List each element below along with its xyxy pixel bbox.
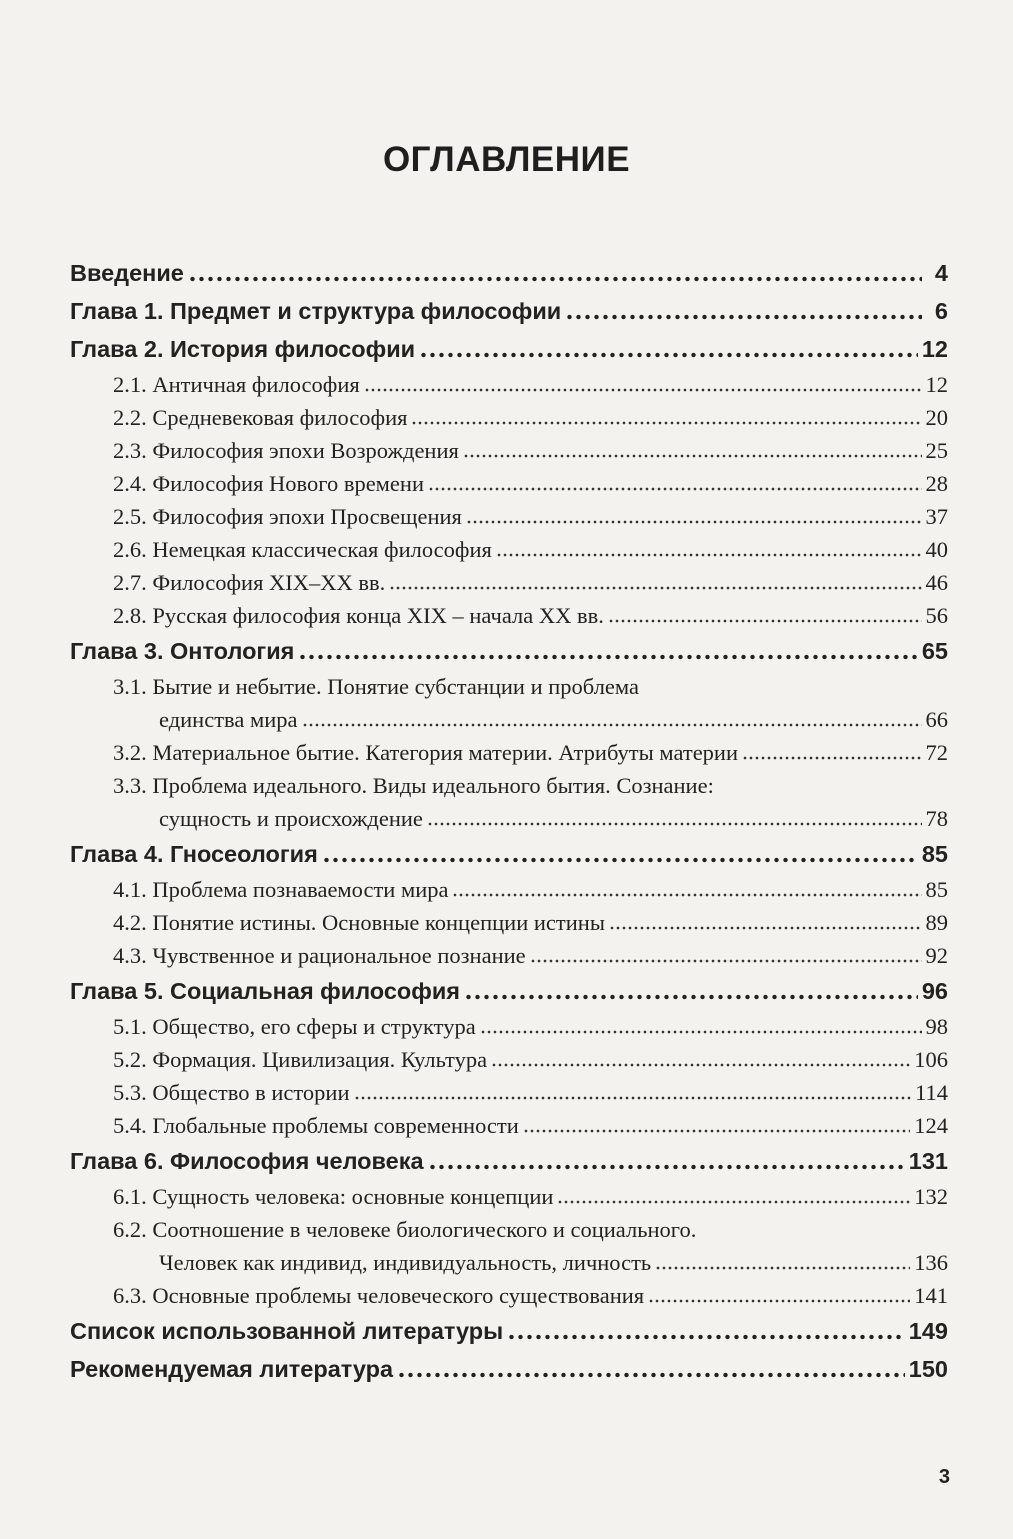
dot-leader xyxy=(397,1372,905,1378)
toc-chapter[interactable] xyxy=(70,292,948,330)
toc-entry-page: 89 xyxy=(925,910,948,935)
toc-entry-page: 136 xyxy=(914,1250,948,1275)
toc-entry-page: 85 xyxy=(921,841,948,867)
toc-entry-label: Глава 2. История философии xyxy=(70,336,416,362)
toc-entry-page: 85 xyxy=(925,877,948,902)
toc-entry-label: 4.3. Чувственное и рациональное познание xyxy=(113,943,526,968)
toc-entry-label: 4.2. Понятие истины. Основные концепции истины xyxy=(113,910,605,935)
toc-entry-label: Глава 6. Философия человека xyxy=(70,1148,424,1174)
toc-section[interactable] xyxy=(70,566,948,599)
toc-entry-page: 25 xyxy=(925,438,948,463)
toc-entry-label: 6.3. Основные проблемы человеческого существования xyxy=(113,1283,645,1308)
toc-entry-label: Глава 5. Социальная философия xyxy=(70,978,460,1004)
toc-entry-label: 3.2. Материальное бытие. Категория материи. Атрибуты материи xyxy=(113,740,739,765)
dot-leader xyxy=(565,314,922,320)
toc-entry-label: 3.1. Бытие и небытие. Понятие субстанции и проблема xyxy=(113,674,639,699)
toc-entry-label: 2.4. Философия Нового времени xyxy=(113,471,424,496)
toc-entry-page: 96 xyxy=(921,978,948,1004)
toc-section[interactable] xyxy=(70,736,948,769)
toc-entry-label: 4.1. Проблема познаваемости мира xyxy=(113,877,449,902)
dot-leader xyxy=(480,1030,922,1034)
toc-entry-page: 40 xyxy=(925,537,948,562)
toc-chapter[interactable] xyxy=(70,1142,948,1180)
toc-entry-page: 124 xyxy=(914,1113,948,1138)
toc-section[interactable] xyxy=(70,906,948,939)
toc-entry-label: Человек как индивид, индивидуальность, личность xyxy=(159,1250,652,1275)
toc-entry-page: 12 xyxy=(925,372,948,397)
toc-entry-page: 66 xyxy=(925,707,948,732)
toc-entry-page: 78 xyxy=(925,806,948,831)
toc-section[interactable] xyxy=(70,1180,948,1213)
toc-entry-page: 12 xyxy=(921,336,948,362)
toc-entry-label: единства мира xyxy=(159,707,298,732)
dot-leader xyxy=(354,1096,912,1100)
toc-entry-label: 2.5. Философия эпохи Просвещения xyxy=(113,504,462,529)
dot-leader xyxy=(608,619,922,623)
toc-chapter[interactable] xyxy=(70,835,948,873)
toc-entry-page: 114 xyxy=(915,1080,948,1105)
toc-section[interactable] xyxy=(70,500,948,533)
toc-section[interactable] xyxy=(70,769,948,835)
toc-entry-label: Глава 4. Гносеология xyxy=(70,841,318,867)
toc-entry-label: 5.4. Глобальные проблемы современности xyxy=(113,1113,519,1138)
toc-section[interactable] xyxy=(70,1076,948,1109)
toc-section[interactable] xyxy=(70,1279,948,1312)
toc-entry-label: Глава 3. Онтология xyxy=(70,638,295,664)
toc-entry-label: 2.3. Философия эпохи Возрождения xyxy=(113,438,459,463)
dot-leader xyxy=(364,388,922,392)
toc-entry-page: 132 xyxy=(914,1184,948,1209)
dot-leader xyxy=(742,756,921,760)
toc-entry-label: 2.8. Русская философия конца XIX – начала XX вв. xyxy=(113,603,604,628)
dot-leader xyxy=(419,352,918,358)
toc-entry-page: 4 xyxy=(934,260,948,286)
dot-leader xyxy=(496,553,922,557)
toc-entry-page: 98 xyxy=(925,1014,948,1039)
dot-leader xyxy=(491,1063,910,1067)
toc-chapter[interactable] xyxy=(70,330,948,368)
toc-section[interactable] xyxy=(70,873,948,906)
dot-leader xyxy=(411,421,921,425)
dot-leader xyxy=(428,1164,905,1170)
toc-chapter[interactable] xyxy=(70,972,948,1010)
dot-leader xyxy=(523,1129,910,1133)
toc-entry-label: 6.1. Сущность человека: основные концепции xyxy=(113,1184,554,1209)
toc-section[interactable] xyxy=(70,1043,948,1076)
dot-leader xyxy=(389,586,921,590)
toc-section[interactable] xyxy=(70,434,948,467)
table-of-contents xyxy=(70,254,948,1388)
toc-chapter[interactable] xyxy=(70,254,948,292)
toc-entry-label: 3.3. Проблема идеального. Виды идеального бытия. Сознание: xyxy=(113,773,714,798)
dot-leader xyxy=(609,926,922,930)
toc-section[interactable] xyxy=(70,467,948,500)
page-title: ОГЛАВЛЕНИЕ xyxy=(382,140,631,179)
toc-chapter[interactable] xyxy=(70,1312,948,1350)
toc-entry-page: 46 xyxy=(925,570,948,595)
dot-leader xyxy=(466,520,922,524)
dot-leader xyxy=(302,723,922,727)
toc-entry-label: 5.3. Общество в истории xyxy=(113,1080,350,1105)
toc-entry-page: 20 xyxy=(925,405,948,430)
toc-entry-page: 149 xyxy=(908,1318,948,1344)
toc-section[interactable] xyxy=(70,533,948,566)
dot-leader xyxy=(507,1334,905,1340)
toc-section[interactable] xyxy=(70,401,948,434)
toc-entry-page: 28 xyxy=(925,471,948,496)
dot-leader xyxy=(298,654,917,660)
toc-entry-label: 2.6. Немецкая классическая философия xyxy=(113,537,492,562)
toc-entry-label: 5.1. Общество, его сферы и структура xyxy=(113,1014,476,1039)
toc-entry-label: 2.2. Средневековая философия xyxy=(113,405,408,430)
toc-section[interactable] xyxy=(70,599,948,632)
page-number: 3 xyxy=(938,1466,950,1488)
toc-entry-label: 2.1. Античная философия xyxy=(113,372,360,397)
toc-entry-page: 56 xyxy=(925,603,948,628)
toc-section[interactable] xyxy=(70,368,948,401)
dot-leader xyxy=(655,1266,910,1270)
dot-leader xyxy=(188,276,922,282)
dot-leader xyxy=(530,959,922,963)
toc-entry-page: 6 xyxy=(934,298,948,324)
toc-section[interactable] xyxy=(70,1213,948,1279)
dot-leader xyxy=(428,487,922,491)
toc-entry-label: Введение xyxy=(70,260,184,286)
toc-entry-page: 106 xyxy=(914,1047,948,1072)
toc-entry-page: 92 xyxy=(925,943,948,968)
dot-leader xyxy=(427,822,922,826)
dot-leader xyxy=(463,454,922,458)
toc-entry-page: 65 xyxy=(921,638,948,664)
toc-entry-page: 141 xyxy=(914,1283,948,1308)
toc-section[interactable] xyxy=(70,939,948,972)
toc-entry-page: 37 xyxy=(925,504,948,529)
toc-entry-label: 5.2. Формация. Цивилизация. Культура xyxy=(113,1047,488,1072)
toc-entry-page: 72 xyxy=(925,740,948,765)
dot-leader xyxy=(322,857,918,863)
toc-entry-label: Список использованной литературы xyxy=(70,1318,504,1344)
toc-entry-label: сущность и происхождение xyxy=(159,806,423,831)
toc-entry-label: 6.2. Соотношение в человеке биологического и социального. xyxy=(113,1217,697,1242)
toc-chapter[interactable] xyxy=(70,632,948,670)
toc-section[interactable] xyxy=(70,1109,948,1142)
toc-entry-page: 131 xyxy=(908,1148,948,1174)
toc-chapter[interactable] xyxy=(70,1350,948,1388)
toc-section[interactable] xyxy=(70,670,948,736)
toc-entry-label: 2.7. Философия XIX–XX вв. xyxy=(113,570,386,595)
toc-entry-label: Глава 1. Предмет и структура философии xyxy=(70,298,562,324)
dot-leader xyxy=(464,994,918,1000)
dot-leader xyxy=(452,893,921,897)
toc-entry-label: Рекомендуемая литература xyxy=(70,1356,394,1382)
dot-leader xyxy=(557,1200,910,1204)
dot-leader xyxy=(648,1299,910,1303)
toc-entry-page: 150 xyxy=(908,1356,948,1382)
toc-section[interactable] xyxy=(70,1010,948,1043)
